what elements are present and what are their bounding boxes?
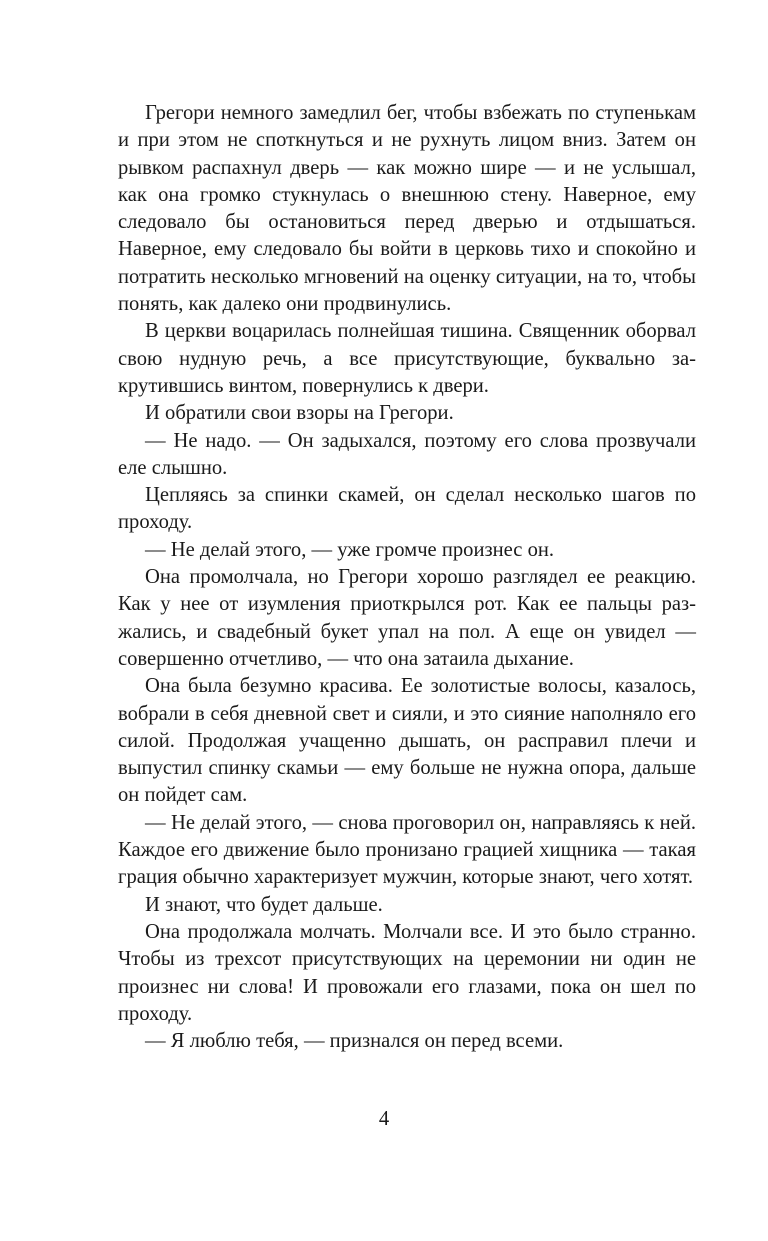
paragraph: — Не делай этого, — снова проговорил он, направляясь к ней. Каждое его движение было пронизано грацией хищника — такая грация обычно характеризует мужчин, которые знают, чего хотят.	[118, 811, 696, 889]
paragraph: И знают, что будет дальше.	[145, 893, 383, 916]
paragraph: — Я люблю тебя, — признался он перед всеми.	[145, 1030, 564, 1053]
paragraph: — Не надо. — Он задыхался, поэтому его слова прозвучали еле слышно.	[118, 429, 696, 479]
paragraph: Грегори немного замедлил бег, чтобы взбежать по ступенькам и при этом не споткнуться и не рухнуть лицом вниз. Затем он рывком распахнул дверь — как можно шире — и не услышал, как она громко стукнулась о внешнюю стену. Наверное, ему следовало бы остановиться перед дверью и отдышаться. Наверное, ему следовало бы войти в церковь тихо и спокойно и потратить несколько мгновений на оценку ситуации, на то, чтобы понять, как далеко они продвинулись.	[118, 102, 696, 316]
paragraph: В церкви воцарилась полнейшая тишина. Священник оборвал свою нудную речь, а все присутствующие, буквально закрутившись винтом, повернулись к двери.	[118, 320, 696, 397]
body-text	[118, 100, 696, 1055]
paragraph: И обратили свои взоры на Грегори.	[145, 402, 454, 425]
page-number: 4	[378, 1108, 390, 1130]
paragraph: — Не делай этого, — уже громче произнес он.	[145, 538, 555, 561]
paragraph: Цепляясь за спинки скамей, он сделал несколько шагов по проходу.	[118, 484, 696, 534]
paragraph: Она была безумно красива. Ее золотистые волосы, казалось, вобрали в себя дневной свет и сияли, и это сияние наполняло его силой. Продолжая учащенно дышать, он расправил плечи и выпустил спинку скамьи — ему больше не нужна опора, дальше он пойдет сам.	[118, 675, 696, 807]
paragraph: Она продолжала молчать. Молчали все. И это было странно. Чтобы из трехсот присутствующих на церемонии ни один не произнес ни слова! И провожали его глазами, пока он шел по проходу.	[118, 920, 696, 1025]
paragraph: Она промолчала, но Грегори хорошо разглядел ее реакцию. Как у нее от изумления приоткрылся рот. Как ее пальцы разжались, и свадебный букет упал на пол. А еще он увидел — совершенно отчетливо, — что она затаила дыхание.	[118, 566, 696, 670]
